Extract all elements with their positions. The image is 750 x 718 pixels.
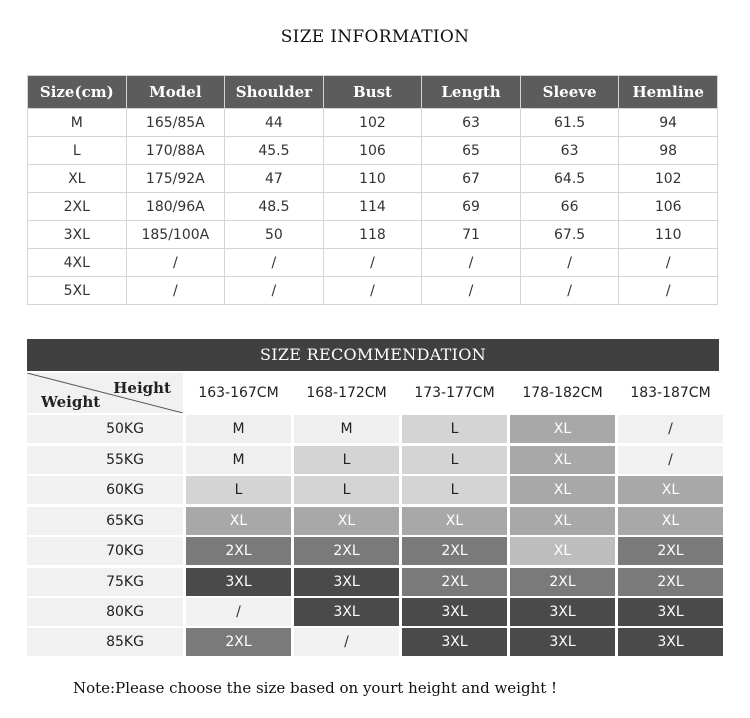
table-cell: 102 <box>619 165 718 193</box>
weight-header: 75KG <box>27 568 183 596</box>
table-cell: / <box>323 277 422 305</box>
table-cell: 94 <box>619 109 718 137</box>
size-note: Note:Please choose the size based on yourt height and weight ! <box>73 679 558 697</box>
table-cell: 2XL <box>28 193 127 221</box>
recommended-size-cell: 3XL <box>510 628 615 656</box>
recommended-size-cell: 3XL <box>618 628 723 656</box>
height-header: 183-187CM <box>618 373 723 413</box>
size-recommendation-grid <box>27 373 719 660</box>
recommended-size-cell: 2XL <box>186 537 291 565</box>
size-information-header-row <box>28 76 718 109</box>
table-cell: 118 <box>323 221 422 249</box>
table-cell: / <box>225 249 324 277</box>
recommended-size-cell: 2XL <box>294 537 399 565</box>
recommended-size-cell: 2XL <box>510 568 615 596</box>
table-cell: M <box>28 109 127 137</box>
weight-label: Weight <box>41 393 101 411</box>
recommended-size-cell: XL <box>618 507 723 535</box>
table-cell: / <box>520 249 619 277</box>
table-cell: / <box>126 277 225 305</box>
recommended-size-cell: 3XL <box>294 568 399 596</box>
recommended-size-cell: M <box>186 446 291 474</box>
table-cell: 3XL <box>28 221 127 249</box>
table-cell: 44 <box>225 109 324 137</box>
recommended-size-cell: L <box>186 476 291 504</box>
table-cell: 69 <box>422 193 521 221</box>
header-hemline: Hemline <box>619 76 718 109</box>
table-cell: 63 <box>422 109 521 137</box>
recommended-size-cell: / <box>618 446 723 474</box>
recommended-size-cell: 3XL <box>618 598 723 626</box>
recommended-size-cell: L <box>294 476 399 504</box>
table-cell: 50 <box>225 221 324 249</box>
recommended-size-cell: M <box>186 415 291 443</box>
recommended-size-cell: 3XL <box>510 598 615 626</box>
recommended-size-cell: 3XL <box>402 628 507 656</box>
recommended-size-cell: 2XL <box>618 537 723 565</box>
recommended-size-cell: / <box>186 598 291 626</box>
recommended-size-cell: XL <box>402 507 507 535</box>
recommended-size-cell: L <box>402 415 507 443</box>
recommended-size-cell: 3XL <box>186 568 291 596</box>
size-information-title: SIZE INFORMATION <box>280 27 470 47</box>
recommended-size-cell: XL <box>186 507 291 535</box>
table-cell: 67 <box>422 165 521 193</box>
table-cell: 61.5 <box>520 109 619 137</box>
table-row <box>28 137 718 165</box>
table-cell: 180/96A <box>126 193 225 221</box>
table-cell: 98 <box>619 137 718 165</box>
height-weight-corner <box>27 373 183 413</box>
table-cell: / <box>619 277 718 305</box>
table-row <box>28 249 718 277</box>
table-cell: 45.5 <box>225 137 324 165</box>
table-cell: 48.5 <box>225 193 324 221</box>
recommended-size-cell: 2XL <box>186 628 291 656</box>
height-header: 163-167CM <box>186 373 291 413</box>
table-cell: / <box>619 249 718 277</box>
recommended-size-cell: L <box>402 476 507 504</box>
weight-header: 65KG <box>27 507 183 535</box>
table-cell: 5XL <box>28 277 127 305</box>
recommended-size-cell: 3XL <box>402 598 507 626</box>
table-cell: 106 <box>619 193 718 221</box>
recommended-size-cell: XL <box>510 415 615 443</box>
height-header: 168-172CM <box>294 373 399 413</box>
table-cell: L <box>28 137 127 165</box>
table-cell: 47 <box>225 165 324 193</box>
size-recommendation-title: SIZE RECOMMENDATION <box>27 339 719 371</box>
table-cell: 4XL <box>28 249 127 277</box>
table-cell: 165/85A <box>126 109 225 137</box>
header-sleeve: Sleeve <box>520 76 619 109</box>
weight-header: 70KG <box>27 537 183 565</box>
table-cell: / <box>422 249 521 277</box>
header-shoulder: Shoulder <box>225 76 324 109</box>
recommended-size-cell: XL <box>510 446 615 474</box>
height-header: 173-177CM <box>402 373 507 413</box>
table-cell: 67.5 <box>520 221 619 249</box>
table-cell: XL <box>28 165 127 193</box>
header-bust: Bust <box>323 76 422 109</box>
table-cell: 102 <box>323 109 422 137</box>
table-cell: 110 <box>619 221 718 249</box>
recommended-size-cell: / <box>618 415 723 443</box>
recommended-size-cell: XL <box>294 507 399 535</box>
table-row <box>28 193 718 221</box>
recommended-size-cell: 2XL <box>402 537 507 565</box>
recommended-size-cell: L <box>402 446 507 474</box>
table-cell: / <box>422 277 521 305</box>
weight-header: 85KG <box>27 628 183 656</box>
table-cell: 175/92A <box>126 165 225 193</box>
header-model: Model <box>126 76 225 109</box>
recommended-size-cell: 2XL <box>402 568 507 596</box>
header-length: Length <box>422 76 521 109</box>
weight-header: 60KG <box>27 476 183 504</box>
table-cell: / <box>520 277 619 305</box>
table-cell: 66 <box>520 193 619 221</box>
recommended-size-cell: XL <box>618 476 723 504</box>
table-row <box>28 165 718 193</box>
height-label: Height <box>113 379 171 397</box>
size-information-table <box>27 75 718 305</box>
recommended-size-cell: M <box>294 415 399 443</box>
table-cell: 106 <box>323 137 422 165</box>
table-cell: 64.5 <box>520 165 619 193</box>
table-row <box>28 109 718 137</box>
recommended-size-cell: 2XL <box>618 568 723 596</box>
table-cell: / <box>225 277 324 305</box>
table-cell: 71 <box>422 221 521 249</box>
weight-header: 50KG <box>27 415 183 443</box>
recommended-size-cell: XL <box>510 537 615 565</box>
height-header: 178-182CM <box>510 373 615 413</box>
recommended-size-cell: / <box>294 628 399 656</box>
table-cell: / <box>323 249 422 277</box>
recommended-size-cell: 3XL <box>294 598 399 626</box>
table-cell: 63 <box>520 137 619 165</box>
recommended-size-cell: XL <box>510 476 615 504</box>
table-row <box>28 277 718 305</box>
weight-header: 80KG <box>27 598 183 626</box>
table-cell: 110 <box>323 165 422 193</box>
recommended-size-cell: XL <box>510 507 615 535</box>
table-cell: 65 <box>422 137 521 165</box>
table-cell: / <box>126 249 225 277</box>
table-row <box>28 221 718 249</box>
table-cell: 185/100A <box>126 221 225 249</box>
table-cell: 114 <box>323 193 422 221</box>
recommended-size-cell: L <box>294 446 399 474</box>
header-size: Size(cm) <box>28 76 127 109</box>
weight-header: 55KG <box>27 446 183 474</box>
table-cell: 170/88A <box>126 137 225 165</box>
